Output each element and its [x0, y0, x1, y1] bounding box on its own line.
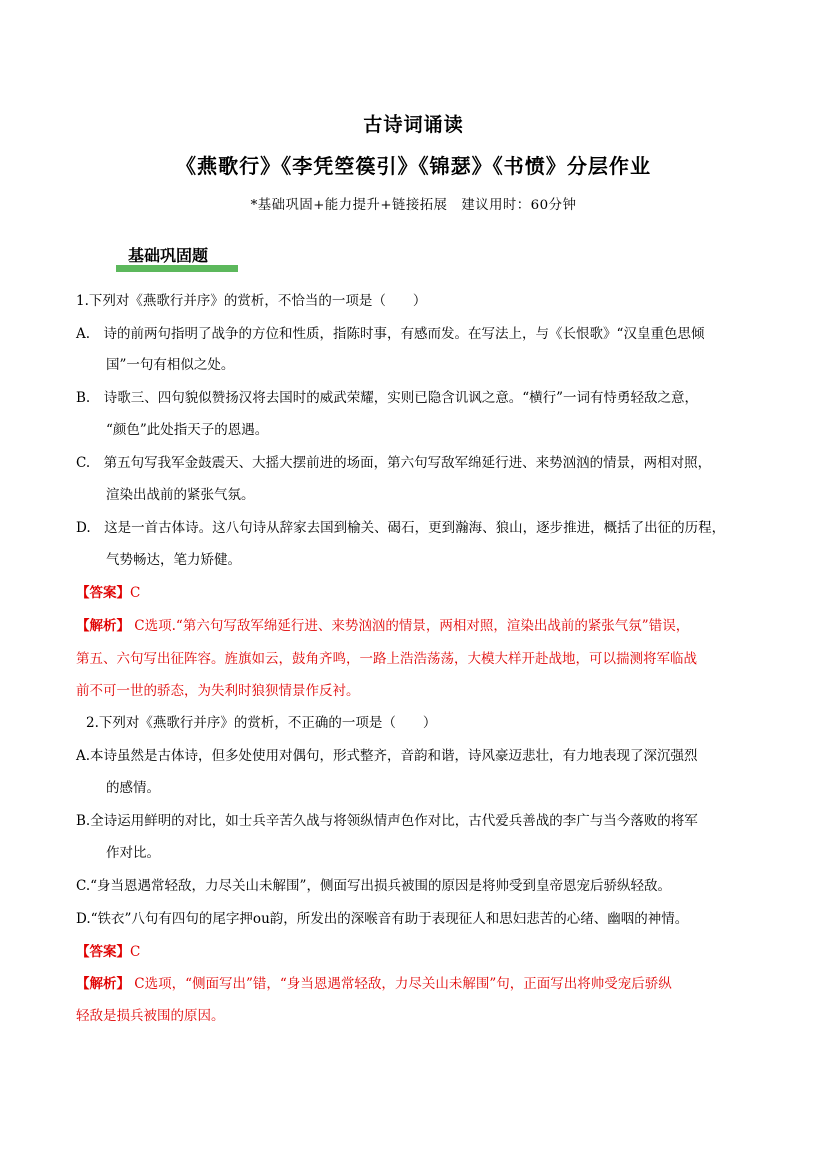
- question-2-analysis: [76, 974, 672, 994]
- analysis-text: C选项.“第六句写敌军绵延行进、来势汹汹的情景，两相对照，渲染出战前的紧张气氛”错误，: [130, 618, 690, 634]
- question-1-option-d: D. 这是一首古体诗。这八句诗从辞家去国到榆关、碣石，更到瀚海、狼山，逐步推进，概括了出征的历程，: [76, 520, 726, 536]
- question-1-analysis: [76, 616, 689, 636]
- question-1-option-a-cont: 国”一句有相似之处。: [106, 357, 235, 373]
- question-2-option-d: D.“铁衣”八句有四句的尾字押ou韵，所发出的深喉音有助于表现征人和思妇悲苦的心绪、幽咽的神情。: [76, 911, 689, 927]
- question-1-analysis-line-2: 第五、六句写出征阵容。旌旗如云，鼓角齐鸣，一路上浩浩荡荡，大模大样开赴战地，可以揣测将军临战: [76, 651, 697, 667]
- answer-tag: 【答案】: [76, 585, 130, 601]
- section-underline-bar: [116, 265, 238, 272]
- question-1-stem: 1.下列对《燕歌行并序》的赏析，不恰当的一项是（ ）: [76, 293, 427, 309]
- question-1-option-b-cont: “颜色”此处指天子的恩遇。: [106, 422, 269, 438]
- question-2-option-a: A.本诗虽然是古体诗，但多处使用对偶句，形式整齐，音韵和谐，诗风豪迈悲壮，有力地表现了深沉强烈: [76, 748, 698, 764]
- question-2-option-a-cont: 的感情。: [106, 780, 160, 796]
- answer-value: C: [130, 944, 141, 960]
- meta-line: *基础巩固+能力提升+链接拓展 建议用时：60分钟: [250, 198, 577, 213]
- analysis-tag: 【解析】: [76, 976, 130, 992]
- question-2-stem: 2.下列对《燕歌行并序》的赏析，不正确的一项是（ ）: [86, 715, 437, 731]
- answer-tag: 【答案】: [76, 944, 130, 960]
- question-1-option-c-cont: 渲染出战前的紧张气氛。: [106, 487, 255, 503]
- question-1-option-c: C. 第五句写我军金鼓震天、大摇大摆前进的场面，第六句写敌军绵延行进、来势汹汹的情景，两相对照，: [76, 455, 712, 471]
- question-2-answer: [76, 942, 140, 962]
- question-1-analysis-line-3: 前不可一世的骄态，为失利时狼狈情景作反衬。: [76, 683, 360, 699]
- answer-value: C: [130, 585, 141, 601]
- question-1-option-d-cont: 气势畅达，笔力矫健。: [106, 552, 241, 568]
- page-subtitle: 《燕歌行》《李凭箜篌引》《锦瑟》《书愤》分层作业: [175, 154, 652, 178]
- question-1-answer: [76, 583, 140, 603]
- question-1-option-a: A. 诗的前两句指明了战争的方位和性质，指陈时事，有感而发。在写法上，与《长恨歌》“汉皇重色思倾: [76, 326, 705, 342]
- question-2-option-c: C.“身当恩遇常轻敌，力尽关山未解围”，侧面写出损兵被围的原因是将帅受到皇帝恩宠后骄纵轻敌。: [76, 878, 671, 894]
- analysis-tag: 【解析】: [76, 618, 130, 634]
- analysis-text: C选项，“侧面写出”错，“身当恩遇常轻敌，力尽关山未解围”句，正面写出将帅受宠后骄纵: [130, 976, 672, 992]
- question-2-option-b-cont: 作对比。: [106, 845, 160, 861]
- question-2-analysis-line-2: 轻敌是损兵被围的原因。: [76, 1008, 225, 1024]
- section-heading: 基础巩固题: [128, 246, 209, 265]
- question-1-option-b: B. 诗歌三、四句貌似赞扬汉将去国时的威武荣耀，实则已隐含讥讽之意。“横行”一词有恃勇轻敌之意，: [76, 390, 699, 406]
- page-title: 古诗词诵读: [363, 113, 464, 136]
- question-2-option-b: B.全诗运用鲜明的对比，如士兵辛苦久战与将领纵情声色作对比，古代爱兵善战的李广与当今落败的将军: [76, 813, 698, 829]
